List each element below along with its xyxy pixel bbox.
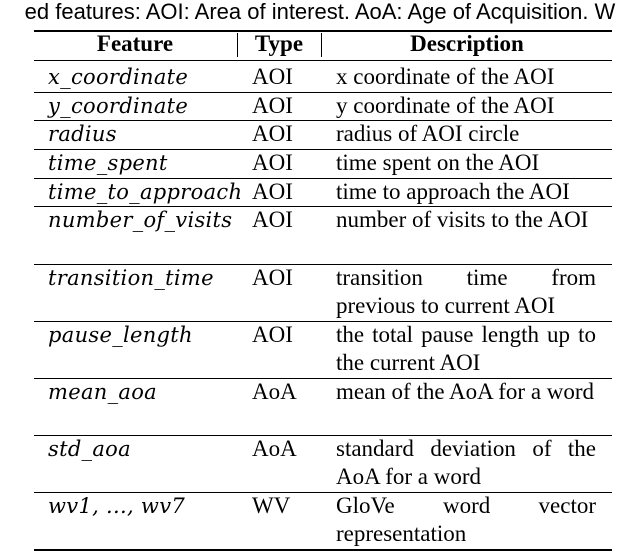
table-row-feature: time_to_approach <box>48 180 243 204</box>
table-row-type: AOI <box>252 207 293 232</box>
table-row-description: radius of AOI circle <box>336 121 520 146</box>
table-row-description: x coordinate of the AOI <box>336 64 555 89</box>
table-row-type: AOI <box>252 64 293 89</box>
table-row-type: AOI <box>252 322 293 347</box>
table-row-type: AOI <box>252 150 293 175</box>
table-row-description: mean of the AoA for a word <box>336 379 595 404</box>
table-row-type: AOI <box>252 179 293 204</box>
table-row-description: number of visits to the AOI <box>336 207 589 232</box>
table-row-type: AoA <box>252 436 297 461</box>
table-row-feature: time_spent <box>48 151 168 175</box>
table-row-feature: std_aoa <box>48 437 131 461</box>
table-row-feature: wv1, ..., wv7 <box>48 494 186 518</box>
table-row-feature: mean_aoa <box>48 380 157 404</box>
table-row-description: GloVe word vector representation <box>336 493 596 546</box>
table-row-description: the total pause length up to the current AOI <box>336 322 596 375</box>
table-caption: ed features: AOI: Area of interest. AoA: Age of Acquisition. W <box>24 0 616 24</box>
table-row-feature: transition_time <box>48 266 214 290</box>
header-type: Type <box>254 31 304 56</box>
table-row-type: AOI <box>252 93 293 118</box>
table-row-type: WV <box>252 493 291 518</box>
table-row-feature: x_coordinate <box>48 65 189 89</box>
table-row-feature: number_of_visits <box>48 208 233 232</box>
table-row-description: standard deviation of the AoA for a word <box>336 436 596 489</box>
table-row-description: y coordinate of the AOI <box>336 93 555 118</box>
table-row-feature: pause_length <box>48 323 193 347</box>
header-rule <box>34 60 612 61</box>
table-row-feature: radius <box>48 122 117 146</box>
table-row-description: time spent on the AOI <box>336 150 540 175</box>
table-row-description: time to approach the AOI <box>336 179 570 204</box>
bottom-rule <box>34 549 612 551</box>
table-row-type: AOI <box>252 121 293 146</box>
header-description: Description <box>410 31 524 56</box>
table-row-type: AoA <box>252 379 297 404</box>
table-row-feature: y_coordinate <box>48 94 189 118</box>
table-row-description: transition time from previous to current AOI <box>336 265 596 318</box>
header-feature: Feature <box>96 31 174 56</box>
table-row-type: AOI <box>252 265 293 290</box>
